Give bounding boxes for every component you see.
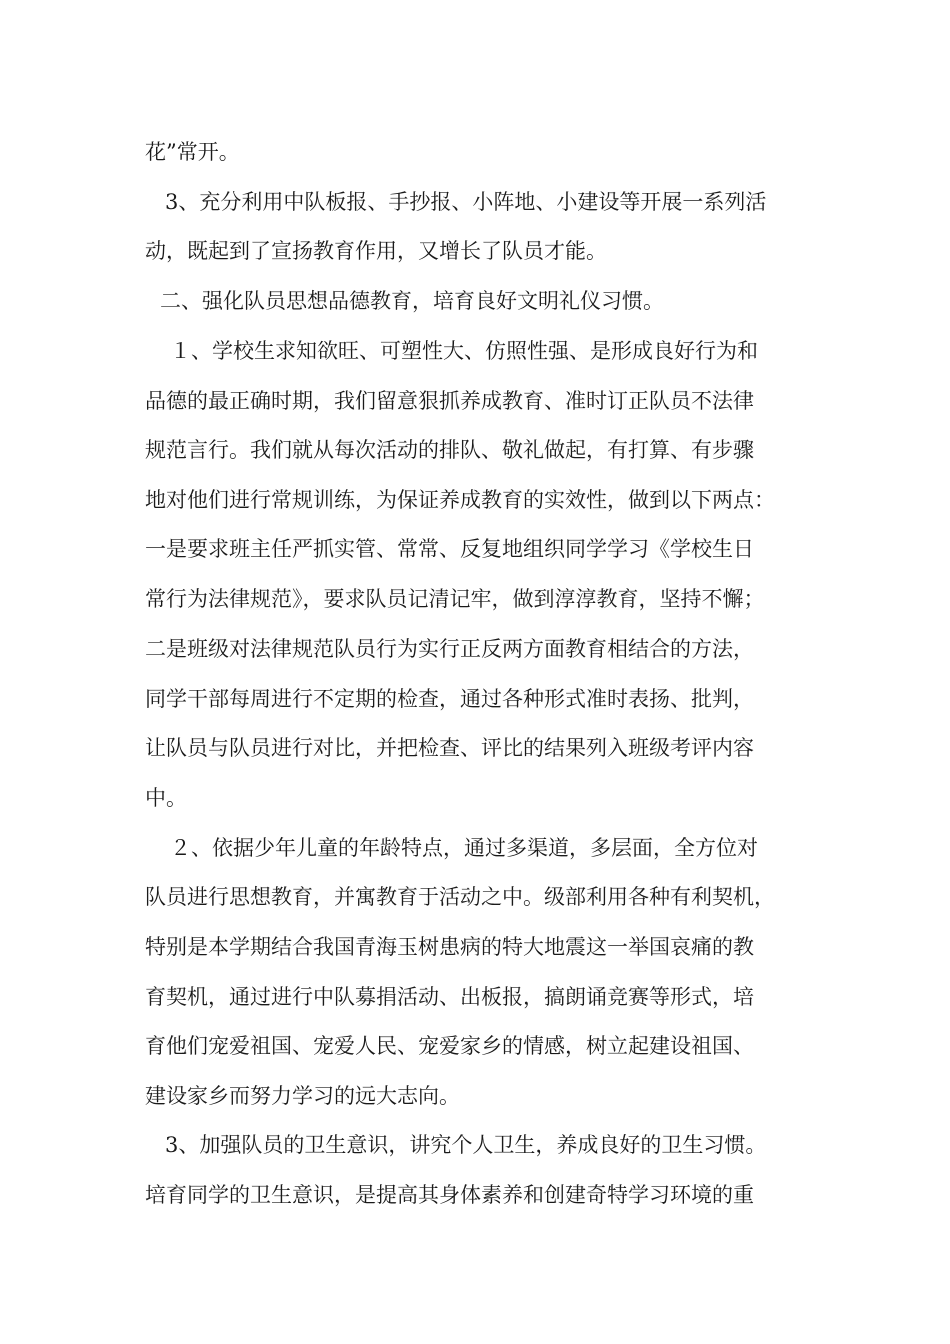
text-line: 常行为法律规范》，要求队员记清记牢，做到淳淳教育，坚持不懈； — [145, 587, 765, 611]
text-line: 同学干部每周进行不定期的检查，通过各种形式准时表扬、批判， — [145, 687, 754, 711]
text-line: 3、加强队员的卫生意识，讲究个人卫生，养成良好的卫生习惯。 — [165, 1133, 767, 1157]
text-line: 让队员与队员进行对比，并把检查、评比的结果列入班级考评内容 — [145, 736, 754, 760]
text-line: 特别是本学期结合我国青海玉树患病的特大地震这一举国哀痛的教 — [145, 935, 754, 959]
text-line: 花”常开。 — [145, 140, 240, 164]
text-line: 3、充分利用中队板报、手抄报、小阵地、小建设等开展一系列活 — [165, 190, 767, 214]
text-line: 建设家乡而努力学习的远大志向。 — [145, 1084, 460, 1108]
text-line: 品德的最正确时期，我们留意狠抓养成教育、准时订正队员不法律 — [145, 389, 754, 413]
text-line: 地对他们进行常规训练，为保证养成教育的实效性，做到以下两点： — [145, 488, 775, 512]
text-line: 育他们宠爱祖国、宠爱人民、宠爱家乡的情感，树立起建设祖国、 — [145, 1034, 754, 1058]
text-line: 中。 — [145, 786, 187, 810]
text-line: 规范言行。我们就从每次活动的排队、敬礼做起，有打算、有步骤 — [145, 438, 754, 462]
text-line: 二、强化队员思想品德教育，培育良好文明礼仪习惯。 — [160, 289, 664, 313]
text-line: 培育同学的卫生意识，是提高其身体素养和创建奇特学习环境的重 — [145, 1183, 754, 1207]
text-line: 育契机，通过进行中队募捐活动、出板报，搞朗诵竞赛等形式，培 — [145, 985, 754, 1009]
text-line: 动，既起到了宣扬教育作用，又增长了队员才能。 — [145, 239, 607, 263]
text-line: 队员进行思想教育，并寓教育于活动之中。级部利用各种有利契机， — [145, 885, 775, 909]
text-line: １、学校生求知欲旺、可塑性大、仿照性强、是形成良好行为和 — [170, 339, 758, 363]
text-line: 二是班级对法律规范队员行为实行正反两方面教育相结合的方法， — [145, 637, 754, 661]
text-line: 一是要求班主任严抓实管、常常、反复地组织同学学习《学校生日 — [145, 537, 754, 561]
text-line: ２、依据少年儿童的年龄特点，通过多渠道，多层面，全方位对 — [170, 836, 758, 860]
